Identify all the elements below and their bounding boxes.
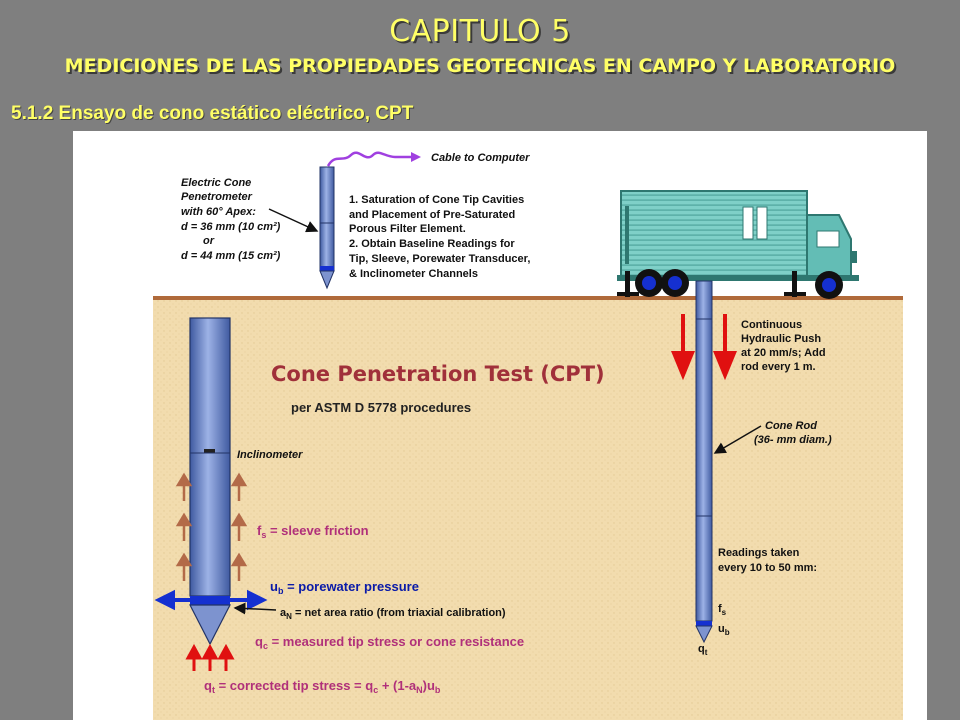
section-heading: 5.1.2 Ensayo de cono estático eléctrico, CPT bbox=[11, 103, 414, 124]
reading-fs: $f_s$ bbox=[718, 603, 727, 617]
svg-text:Penetrometer: Penetrometer bbox=[181, 191, 252, 203]
sleeve-friction-label: $f_s$ = sleeve friction bbox=[257, 523, 369, 540]
steps-list bbox=[349, 194, 530, 280]
small-penetrometer bbox=[320, 167, 334, 271]
porewater-label: $u_b$ = porewater pressure bbox=[270, 579, 419, 596]
svg-text:Electric Cone: Electric Cone bbox=[181, 177, 252, 189]
svg-text:Continuous: Continuous bbox=[741, 319, 803, 331]
small-cone-tip bbox=[320, 271, 334, 288]
cone-rod bbox=[696, 281, 712, 621]
svg-text:and Placement of Pre-Saturated: and Placement of Pre-Saturated bbox=[349, 209, 516, 221]
svg-text:(36- mm diam.): (36- mm diam.) bbox=[754, 434, 832, 446]
svg-text:Cone Rod: Cone Rod bbox=[765, 420, 817, 432]
svg-text:Hydraulic Push: Hydraulic Push bbox=[741, 333, 822, 345]
reading-ub: $u_b$ bbox=[718, 623, 730, 637]
svg-text:Readings taken: Readings taken bbox=[718, 547, 800, 559]
svg-text:Porous Filter Element.: Porous Filter Element. bbox=[349, 223, 466, 235]
net-area-label: $a_N$ = net area ratio (from triaxial calibration) bbox=[280, 607, 506, 621]
inclinometer-label: Inclinometer bbox=[237, 449, 303, 461]
tip-stress-label: $q_c$ = measured tip stress or cone resistance bbox=[255, 634, 525, 651]
penetrometer-label bbox=[181, 177, 281, 262]
svg-text:1. Saturation of Cone Tip Cav: 1. Saturation of Cone Tip Cavities bbox=[349, 194, 525, 206]
svg-text:every 10 to 50 mm:: every 10 to 50 mm: bbox=[718, 562, 818, 574]
tip-stress-arrows bbox=[188, 647, 232, 671]
svg-text:at 20 mm/s; Add: at 20 mm/s; Add bbox=[741, 347, 826, 359]
rod-filter-element bbox=[696, 621, 712, 626]
svg-text:rod every 1 m.: rod every 1 m. bbox=[741, 361, 816, 373]
small-filter-element bbox=[320, 266, 334, 271]
svg-text:with 60° Apex:: with 60° Apex: bbox=[181, 206, 256, 218]
cpt-title: Cone Penetration Test (CPT) bbox=[271, 362, 605, 386]
cpt-truck bbox=[617, 191, 859, 299]
svg-text:2. Obtain Baseline Readings f: 2. Obtain Baseline Readings for bbox=[349, 238, 515, 250]
reading-qt: $q_t$ bbox=[698, 643, 708, 657]
svg-text:Tip, Sleeve, Porewater Transdu: Tip, Sleeve, Porewater Transducer, bbox=[349, 253, 531, 265]
cable-arrow bbox=[411, 152, 421, 162]
corrected-tip-stress-label: $q_t$ = corrected tip stress = $q_c + (1-a_N)u_b$ bbox=[204, 678, 441, 695]
slide-subtitle: MEDICIONES DE LAS PROPIEDADES GEOTECNICAS EN CAMPO Y LABORATORIO bbox=[64, 55, 896, 77]
svg-text:d = 44 mm (15 cm²): d = 44 mm (15 cm²) bbox=[181, 250, 281, 262]
cable-label: Cable to Computer bbox=[431, 152, 530, 164]
slide-title: CAPITULO 5 bbox=[389, 14, 571, 49]
large-filter-element bbox=[190, 596, 230, 605]
cable-line bbox=[328, 153, 411, 166]
cpt-diagram bbox=[73, 131, 927, 720]
svg-text:& Inclinometer Channels: & Inclinometer Channels bbox=[349, 268, 478, 280]
svg-text:or: or bbox=[203, 235, 214, 247]
svg-text:d = 36 mm (10 cm²): d = 36 mm (10 cm²) bbox=[181, 221, 281, 233]
cpt-subtitle: per ASTM D 5778 procedures bbox=[291, 400, 472, 415]
large-cone-body bbox=[190, 318, 230, 596]
